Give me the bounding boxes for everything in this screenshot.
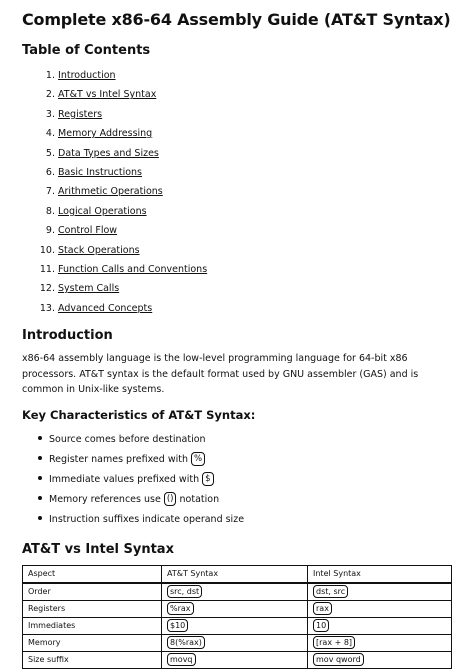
list-item [38,430,452,450]
column-header-intel: Intel Syntax [308,565,452,583]
table-row [23,600,452,617]
inline-code: dst, src [313,585,348,598]
column-header-att: AT&T Syntax [162,565,308,583]
aspect-cell: Order [23,583,162,601]
page-title: Complete x86-64 Assembly Guide (AT&T Syntax) [22,10,451,29]
toc-item [38,66,452,85]
bullet-text: Instruction suffixes indicate operand size [49,513,245,525]
att-cell [162,600,308,617]
aspect-cell: Immediates [23,617,162,634]
inline-code: 8(%rax) [167,636,205,649]
inline-code: % [191,452,205,466]
toc-link-control-flow[interactable]: Control Flow [58,225,118,237]
list-item [38,470,452,490]
bullet-text: Immediate values prefixed with [49,473,200,485]
syntax-comparison-table [22,565,452,669]
toc-link-introduction[interactable]: Introduction [58,70,116,81]
att-cell [162,583,308,601]
inline-code: mov qword [313,653,364,666]
toc-number: 6. [45,166,55,178]
bullet-icon [38,516,42,520]
intel-cell [308,600,452,617]
toc-number: 3. [45,108,55,120]
toc-item [38,260,452,279]
inline-code: movq [167,653,196,666]
toc-item [38,279,452,298]
list-item [38,450,452,470]
aspect-cell: Memory [23,634,162,651]
toc-number: 13. [39,302,55,314]
toc-item [38,202,452,221]
syntax-comparison-heading: AT&T vs Intel Syntax [22,541,174,557]
bullet-icon [38,476,42,480]
att-cell [162,617,308,634]
toc-number: 7. [45,186,55,198]
toc-link-system-calls[interactable]: System Calls [58,283,120,295]
bullet-text: Memory references use [49,493,161,505]
list-item [38,490,452,510]
toc-item [38,163,452,182]
toc-number: 8. [45,205,55,217]
bullet-text: notation [179,493,220,505]
table-row [23,617,452,634]
toc-link-stack[interactable]: Stack Operations [58,244,140,256]
intel-cell [308,583,452,601]
toc-link-att-vs-intel[interactable]: AT&T vs Intel Syntax [58,89,157,101]
intel-cell [308,617,452,634]
inline-code: $ [202,472,213,486]
toc-number: 2. [45,89,55,101]
toc-item [38,105,452,124]
table-header-row [23,565,452,583]
aspect-cell: Registers [23,600,162,617]
toc-item [38,85,452,104]
toc-link-memory-addressing[interactable]: Memory Addressing [58,128,153,140]
toc-number: 10. [39,244,55,256]
inline-code: src, dst [167,585,202,598]
toc-number: 11. [39,263,55,275]
toc-link-basic-instructions[interactable]: Basic Instructions [58,166,142,178]
toc-heading: Table of Contents [22,43,151,58]
bullet-text: Register names prefixed with [49,453,188,465]
toc-link-arithmetic[interactable]: Arithmetic Operations [58,186,163,198]
toc-number: 5. [45,147,55,159]
toc-item [38,221,452,240]
inline-code: () [164,492,177,506]
column-header-aspect: Aspect [23,565,162,583]
toc-item [38,144,452,163]
toc-link-advanced[interactable]: Advanced Concepts [58,302,153,314]
toc-item [38,241,452,260]
table-of-contents [22,66,452,318]
introduction-paragraph: x86-64 assembly language is the low-level programming language for 64-bit x86 processors. AT&T syntax is the default format used by GNU assembler (GAS) and is common in Unix-like systems. [22,353,419,396]
toc-item [38,124,452,143]
toc-item [38,299,452,318]
toc-number: 12. [39,283,55,295]
intel-cell [308,634,452,651]
toc-number: 9. [45,225,55,237]
bullet-icon [38,496,42,500]
intel-cell [308,651,452,668]
bullet-icon [38,436,42,440]
toc-link-data-types[interactable]: Data Types and Sizes [58,147,159,159]
bullet-text: Source comes before destination [49,433,206,445]
key-characteristics-heading: Key Characteristics of AT&T Syntax: [22,407,256,422]
inline-code: $10 [167,619,188,632]
bullet-icon [38,456,42,460]
list-item [38,510,452,530]
toc-link-logical[interactable]: Logical Operations [58,205,147,217]
toc-link-function-calls[interactable]: Function Calls and Conventions [58,263,208,275]
toc-link-registers[interactable]: Registers [58,108,103,120]
toc-number: 1. [45,70,55,81]
introduction-heading: Introduction [22,328,113,344]
table-row [23,651,452,668]
inline-code: 10 [313,619,329,632]
key-characteristics-list [22,430,452,530]
inline-code: [rax + 8] [313,636,355,649]
table-row [23,583,452,601]
att-cell [162,651,308,668]
toc-number: 4. [45,128,55,140]
att-cell [162,634,308,651]
inline-code: rax [313,602,332,615]
inline-code: %rax [167,602,194,615]
table-row [23,634,452,651]
toc-item [38,182,452,201]
aspect-cell: Size suffix [23,651,162,668]
